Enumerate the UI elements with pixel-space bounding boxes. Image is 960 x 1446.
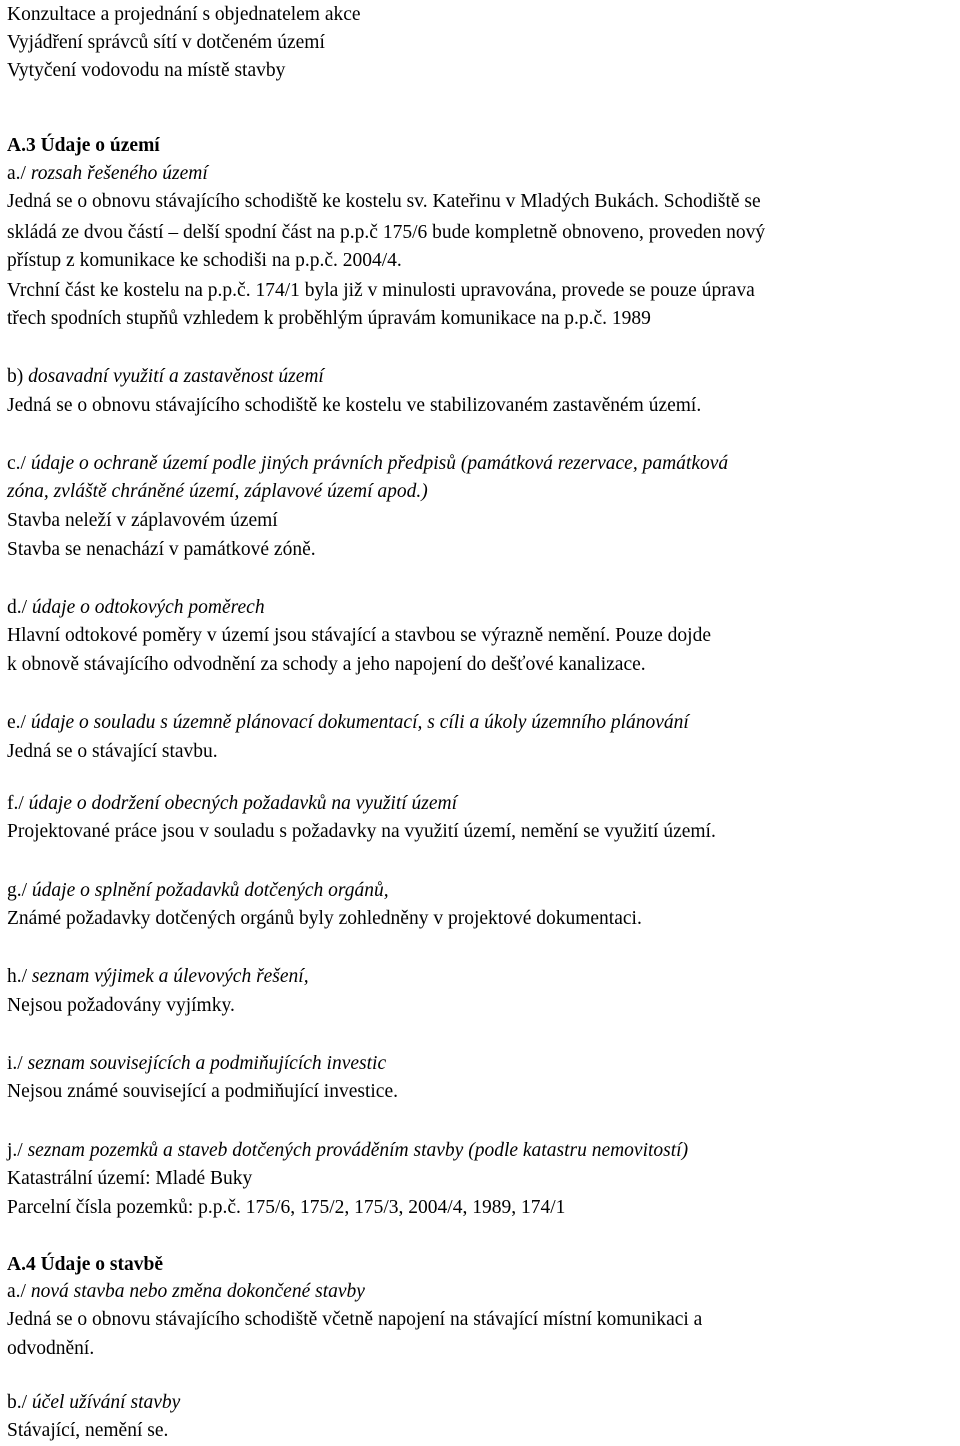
a3-b-title: dosavadní využití a zastavěnost území xyxy=(23,366,324,387)
a4-a-prefix: a./ xyxy=(7,1281,26,1302)
intro-line-3: Vytyčení vodovodu na místě stavby xyxy=(7,60,286,81)
a4-b-prefix: b./ xyxy=(7,1392,28,1413)
a3-f-prefix: f./ xyxy=(7,793,24,814)
a3-g-heading xyxy=(7,876,960,905)
a3-d-line-2: k obnově stávajícího odvodnění za schody a jeho napojení do dešťové kanalizace. xyxy=(7,654,646,675)
a3-b-line-1: Jedná se o obnovu stávajícího schodiště ke kostelu ve stabilizovaném zastavěném území. xyxy=(7,395,702,416)
a3-j-title: seznam pozemků a staveb dotčených prováděním stavby (podle katastru nemovitostí) xyxy=(22,1140,689,1161)
a3-d-title: údaje o odtokových poměrech xyxy=(27,597,265,618)
a3-h-prefix: h./ xyxy=(7,966,28,987)
a3-f-title: údaje o dodržení obecných požadavků na využití území xyxy=(23,793,458,814)
a3-j-prefix: j./ xyxy=(7,1140,23,1161)
a3-g-title: údaje o splnění požadavků dotčených orgánů, xyxy=(27,880,389,901)
intro-line-2: Vyjádření správců sítí v dotčeném území xyxy=(7,32,325,53)
a3-j-line-1: Katastrální území: Mladé Buky xyxy=(7,1168,253,1189)
a3-g-line-1: Známé požadavky dotčených orgánů byly zohledněny v projektové dokumentaci. xyxy=(7,908,642,929)
a3-e-heading xyxy=(7,708,960,737)
a3-c-line-1: Stavba neleží v záplavovém území xyxy=(7,510,278,531)
a3-e-prefix: e./ xyxy=(7,712,26,733)
a3-c-heading xyxy=(7,449,960,478)
a3-c-line-2: Stavba se nenachází v památkové zóně. xyxy=(7,539,316,560)
a4-a-title: nová stavba nebo změna dokončené stavby xyxy=(25,1281,365,1302)
a3-a-line-4: Vrchní část ke kostelu na p.p.č. 174/1 byla již v minulosti upravována, provede se pouze úprava xyxy=(7,280,755,301)
a3-g-prefix: g./ xyxy=(7,880,28,901)
a4-a-heading xyxy=(7,1277,960,1306)
a3-j-line-2: Parcelní čísla pozemků: p.p.č. 175/6, 175/2, 175/3, 2004/4, 1989, 174/1 xyxy=(7,1197,566,1218)
a3-f-heading xyxy=(7,789,960,818)
a3-a-heading xyxy=(7,159,960,188)
a4-b-heading xyxy=(7,1388,960,1417)
a3-c-prefix: c./ xyxy=(7,453,26,474)
a3-a-line-5: třech spodních stupňů vzhledem k proběhlým úpravám komunikace na p.p.č. 1989 xyxy=(7,308,651,329)
a4-a-line-1: Jedná se o obnovu stávajícího schodiště včetně napojení na stávající místní komunikaci a xyxy=(7,1309,703,1330)
a3-h-heading xyxy=(7,962,960,991)
a3-a-line-3: přístup z komunikace ke schodiši na p.p.č. 2004/4. xyxy=(7,250,402,271)
a3-i-heading xyxy=(7,1049,960,1078)
intro-line-1: Konzultace a projednání s objednatelem akce xyxy=(7,4,361,25)
a3-j-heading xyxy=(7,1136,960,1165)
a3-d-prefix: d./ xyxy=(7,597,28,618)
a4-b-line-1: Stávající, nemění se. xyxy=(7,1420,169,1441)
a3-c-heading-cont: zóna, zvláště chráněné území, záplavové území apod.) xyxy=(7,481,428,502)
section-a4-heading: A.4 Údaje o stavbě xyxy=(7,1254,163,1275)
a3-a-prefix: a./ xyxy=(7,163,26,184)
a3-h-line-1: Nejsou požadovány vyjímky. xyxy=(7,995,235,1016)
a3-a-line-2: skládá ze dvou částí – delší spodní část na p.p.č 175/6 bude kompletně obnoveno, proveden nový xyxy=(7,222,766,243)
a3-a-line-1: Jedná se o obnovu stávajícího schodiště ke kostelu sv. Kateřinu v Mladých Bukách. Schodiště se xyxy=(7,191,761,212)
a3-h-title: seznam výjimek a úlevových řešení, xyxy=(27,966,309,987)
a3-i-prefix: i./ xyxy=(7,1053,23,1074)
a3-d-heading xyxy=(7,593,960,622)
a3-i-line-1: Nejsou známé související a podmiňující investice. xyxy=(7,1081,398,1102)
a3-e-title: údaje o souladu s územně plánovací dokumentací, s cíli a úkoly územního plánování xyxy=(25,712,689,733)
a4-b-title: účel užívání stavby xyxy=(27,1392,181,1413)
a3-i-title: seznam souvisejících a podmiňujících investic xyxy=(22,1053,387,1074)
a3-e-line-1: Jedná se o stávající stavbu. xyxy=(7,741,218,762)
a3-f-line-1: Projektované práce jsou v souladu s požadavky na využití území, nemění se využití území. xyxy=(7,821,716,842)
a3-a-title: rozsah řešeného území xyxy=(25,163,208,184)
a4-a-line-2: odvodnění. xyxy=(7,1338,95,1359)
a3-b-heading xyxy=(7,362,960,391)
a3-c-title: údaje o ochraně území podle jiných právních předpisů (památková rezervace, památková xyxy=(25,453,729,474)
a3-b-prefix: b) xyxy=(7,366,24,387)
a3-d-line-1: Hlavní odtokové poměry v území jsou stávající a stavbou se výrazně nemění. Pouze dojde xyxy=(7,625,711,646)
section-a3-heading: A.3 Údaje o území xyxy=(7,135,160,156)
